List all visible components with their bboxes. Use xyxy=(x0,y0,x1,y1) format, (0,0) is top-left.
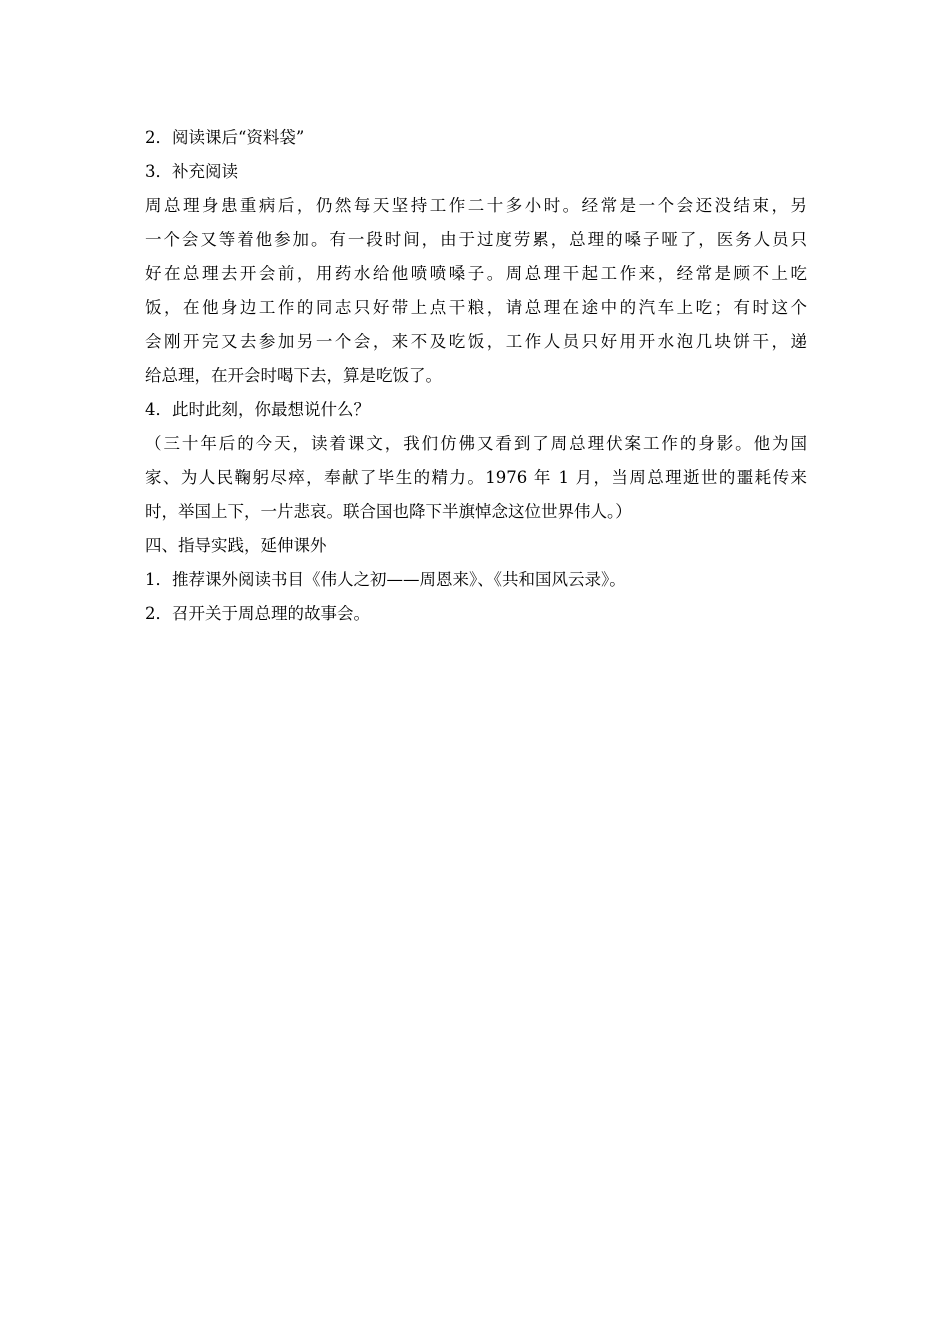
section-heading: 四、指导实践，延伸课外 xyxy=(145,536,327,555)
paragraph-line: 给总理，在开会时喝下去，算是吃饭了。 xyxy=(145,366,442,385)
list-item: 2．召开关于周总理的故事会。 xyxy=(145,604,370,623)
paragraph-line: 一个会又等着他参加。有一段时间，由于过度劳累，总理的嗓子哑了，医务人员只 xyxy=(145,230,807,249)
item-3-heading: 3．补充阅读 xyxy=(145,162,238,181)
list-item: 1．推荐课外阅读书目《伟人之初——周恩来》、《共和国风云录》。 xyxy=(145,570,626,589)
item-2-heading: 2．阅读课后“资料袋” xyxy=(145,128,305,147)
paragraph-line: 周总理身患重病后，仍然每天坚持工作二十多小时。经常是一个会还没结束，另 xyxy=(145,196,807,215)
paragraph-line: 好在总理去开会前，用药水给他喷喷嗓子。周总理干起工作来，经常是顾不上吃 xyxy=(145,264,807,283)
paragraph-line: （三十年后的今天，读着课文，我们仿佛又看到了周总理伏案工作的身影。他为国 xyxy=(145,434,807,453)
paragraph-line: 家、为人民鞠躬尽瘁，奉献了毕生的精力。1976 年 1 月，当周总理逝世的噩耗传来 xyxy=(145,468,807,487)
paragraph-line: 时，举国上下，一片悲哀。联合国也降下半旗悼念这位世界伟人。） xyxy=(145,502,632,521)
document-page xyxy=(145,121,807,631)
paragraph-line: 饭，在他身边工作的同志只好带上点干粮，请总理在途中的汽车上吃；有时这个 xyxy=(145,298,807,317)
item-4-heading: 4．此时此刻，你最想说什么？ xyxy=(145,400,370,419)
paragraph-line: 会刚开完又去参加另一个会，来不及吃饭，工作人员只好用开水泡几块饼干，递 xyxy=(145,332,807,351)
